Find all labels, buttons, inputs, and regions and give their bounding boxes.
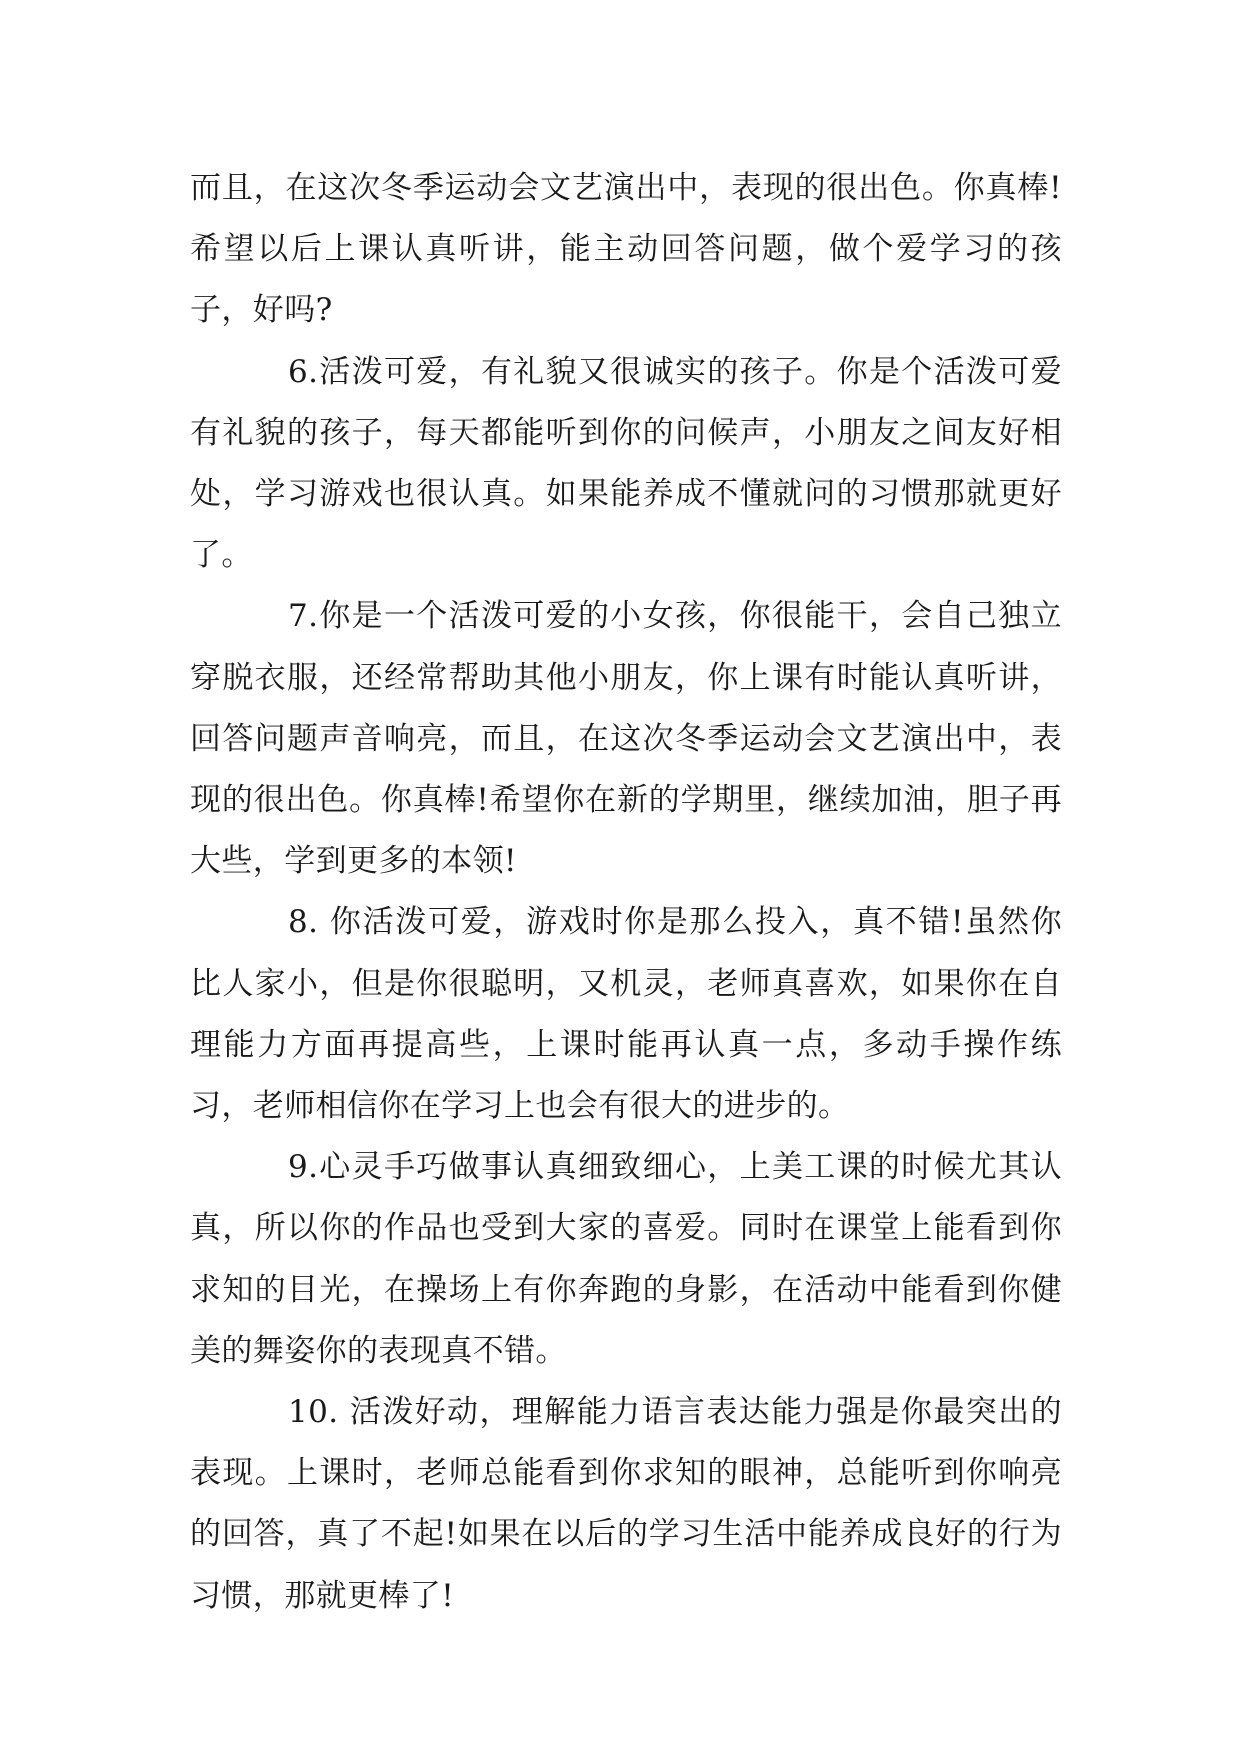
paragraph-item-6: 6.活泼可爱，有礼貌又很诚实的孩子。你是个活泼可爱有礼貌的孩子，每天都能听到你的问候声，小朋友之间友好相处，学习游戏也很认真。如果能养成不懂就问的习惯那就更好了。 xyxy=(190,353,1062,574)
document-body xyxy=(190,158,1062,1627)
paragraph-item-8: 8. 你活泼可爱，游戏时你是那么投入，真不错!虽然你比人家小，但是你很聪明，又机灵，老师真喜欢，如果你在自理能力方面再提高些，上课时能再认真一点，多动手操作练习，老师相信你在学习上也会有很大的进步的。 xyxy=(190,904,1062,1125)
paragraph-item-7: 7.你是一个活泼可爱的小女孩，你很能干，会自己独立穿脱衣服，还经常帮助其他小朋友，你上课有时能认真听讲，回答问题声音响亮，而且，在这次冬季运动会文艺演出中，表现的很出色。你真棒!希望你在新的学期里，继续加油，胆子再大些，学到更多的本领! xyxy=(190,598,1062,880)
paragraph-item-10: 10. 活泼好动，理解能力语言表达能力强是你最突出的表现。上课时，老师总能看到你求知的眼神，总能听到你响亮的回答，真了不起!如果在以后的学习生活中能养成良好的行为习惯，那就更棒了! xyxy=(190,1394,1062,1614)
paragraph-continuation: 而且，在这次冬季运动会文艺演出中，表现的很出色。你真棒!希望以后上课认真听讲，能主动回答问题，做个爱学习的孩子，好吗? xyxy=(190,170,1062,329)
paragraph-item-9: 9.心灵手巧做事认真细致细心，上美工课的时候尤其认真，所以你的作品也受到大家的喜爱。同时在课堂上能看到你求知的目光，在操场上有你奔跑的身影，在活动中能看到你健美的舞姿你的表现真不错。 xyxy=(190,1149,1062,1369)
